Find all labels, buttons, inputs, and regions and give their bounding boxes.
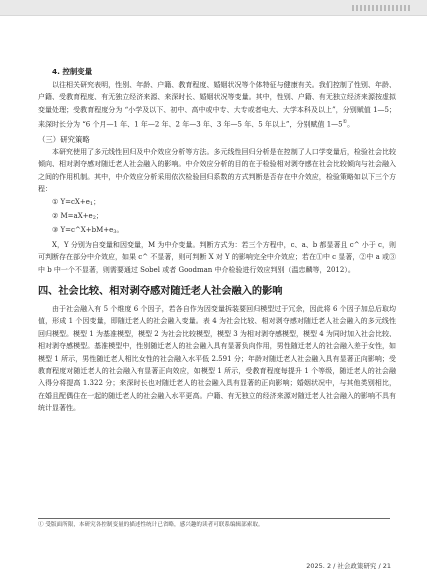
equation-2-text: ② M=aX+e bbox=[52, 211, 93, 220]
paragraph-research-strategy: 本研究使用了多元线性回归及中介效应分析等方法。多元线性回归分析是在控制了人口学变量后，检验社会比较倾向、相对剥夺感对随迁老人社会融入的影响。中介效应分析的目的在于检验相对剥夺感在社会比较倾向与社会融入之间的作用机制。其中，中介效应分析采用依次检验回归系数的方式判断是否存在中介效应，检验策略如以下三个方程： bbox=[38, 147, 396, 194]
section-heading-4: 四、社会比较、相对剥夺感对随迁老人社会融入的影响 bbox=[38, 285, 283, 298]
header-dot-pattern bbox=[352, 5, 412, 11]
paragraph-control-variables: 以往相关研究表明，性别、年龄、户籍、教育程度、婚姻状况等个体特征与健康有关。我们控制了性别、年龄、户籍、受教育程度、有无独立经济来源、来深时长、婚姻状况等变量。其中，性别、户籍、有无独立经济来源按虚拟变量处理；受教育程度分为 “小学及以下、初中、高中或中专、大专或者电大、大学本科及以上”，分别赋值 1—5；来深时长分为 “6 个月—1 年、1 年—2 年、2 年—3 年、3 年—5 年、5 年以上”，分别赋值 1—5①。 bbox=[38, 81, 396, 129]
heading-research-strategy: （三）研究策略 bbox=[38, 134, 90, 144]
equation-3-subscript: 3 bbox=[113, 229, 117, 236]
equation-3-text: ③ Y=c^X+bM+e bbox=[52, 226, 114, 235]
page-number: 2025. 2 / 社会政策研究 / 21 bbox=[306, 562, 391, 570]
equation-2: ② $M=aX+e_2$； bbox=[52, 211, 103, 221]
equation-3: ③ $Y=c\^{}X+bM+e_3$。 bbox=[52, 226, 124, 236]
equation-1-text: ① Y=cX+e bbox=[52, 197, 90, 206]
heading-control-variables: 4. 控制变量 bbox=[52, 67, 93, 76]
equation-1: ① $Y=cX+e_1$； bbox=[52, 197, 101, 207]
page-header-bar bbox=[0, 0, 427, 15]
paragraph-control-variables-text: 以往相关研究表明，性别、年龄、户籍、教育程度、婚姻状况等个体特征与健康有关。我们控制了性别、年龄、户籍、受教育程度、有无独立经济来源、来深时长、婚姻状况等变量。其中，性别、户籍、有无独立经济来源按虚拟变量处理；受教育程度分为 “小学及以下、初中、高中或中专、大专或者电大、大学本科及以上”，分别赋值 1—5；来深时长分为 “6 个月—1 年、1 年—2 年、2 年—3 年、3 年—5 年、5 年以上”，分别赋值 1—5 bbox=[38, 81, 396, 129]
header-rule bbox=[0, 15, 427, 16]
paragraph-regression-results: 由于社会融入有 5 个维度 6 个因子，若各自作为因变量拆装要回归模型过于冗余，因此将 6 个因子加总后取均值，形成 1 个因变量，即随迁老人的社会融入变量。表 4 为社会比较、相对剥夺感对随迁老人社会融入的多元线性回归模型。模型 1 为基准模型，模型 2 为社会比较模型，模型 3 为相对剥夺感模型，模型 4 为同时加入社会比较、相对剥夺感模型。基准模型中，性别随迁老人的社会融入具有显著负向作用，男性随迁老人的社会融入差于女性，如模型 1 所示，男性随迁老人相比女性的社会融入水平低 2.591 分；年龄对随迁老人社会融入具有显著正向影响；受教育程度对随迁老人的社会融入有显著正向效应，如模型 1 所示，受教育程度每提升 1 个等级，随迁老人的社会融入得分将提高 1.322 分；来深时长也对随迁老人的社会融入具有显著的正向影响；婚姻状况中，与其他类别相比，在婚且配偶住在一起的随迁老人的社会融入水平更高。户籍、有无独立的经济来源对随迁老人社会融入的影响不具有统计显著性。 bbox=[38, 305, 396, 413]
footnote-rule bbox=[38, 518, 390, 519]
paragraph-mediation-judgement: X，Y 分别为自变量和因变量，M 为中介变量。判断方式为：若三个方程中，c、a、b 都显著且 c^ 小于 c，则可判断存在部分中介效应，如果 c^ 不显著，则可判断 X 对 Y 的影响完全中介效应；若在①中 c 显著，②中 a 或③中 b 中一个不显著，则需要通过 Sobel 或者 Goodman 中介检验进行效应判别（温忠麟等，2012）。 bbox=[38, 240, 396, 274]
article-body bbox=[38, 26, 396, 415]
equation-2-subscript: 2 bbox=[92, 214, 96, 221]
equation-1-subscript: 1 bbox=[89, 200, 94, 207]
footnote: ① 受版面所限，本研究各控制变量的描述性统计已省略，感兴趣的读者可联系编辑部索取。 bbox=[38, 522, 264, 528]
